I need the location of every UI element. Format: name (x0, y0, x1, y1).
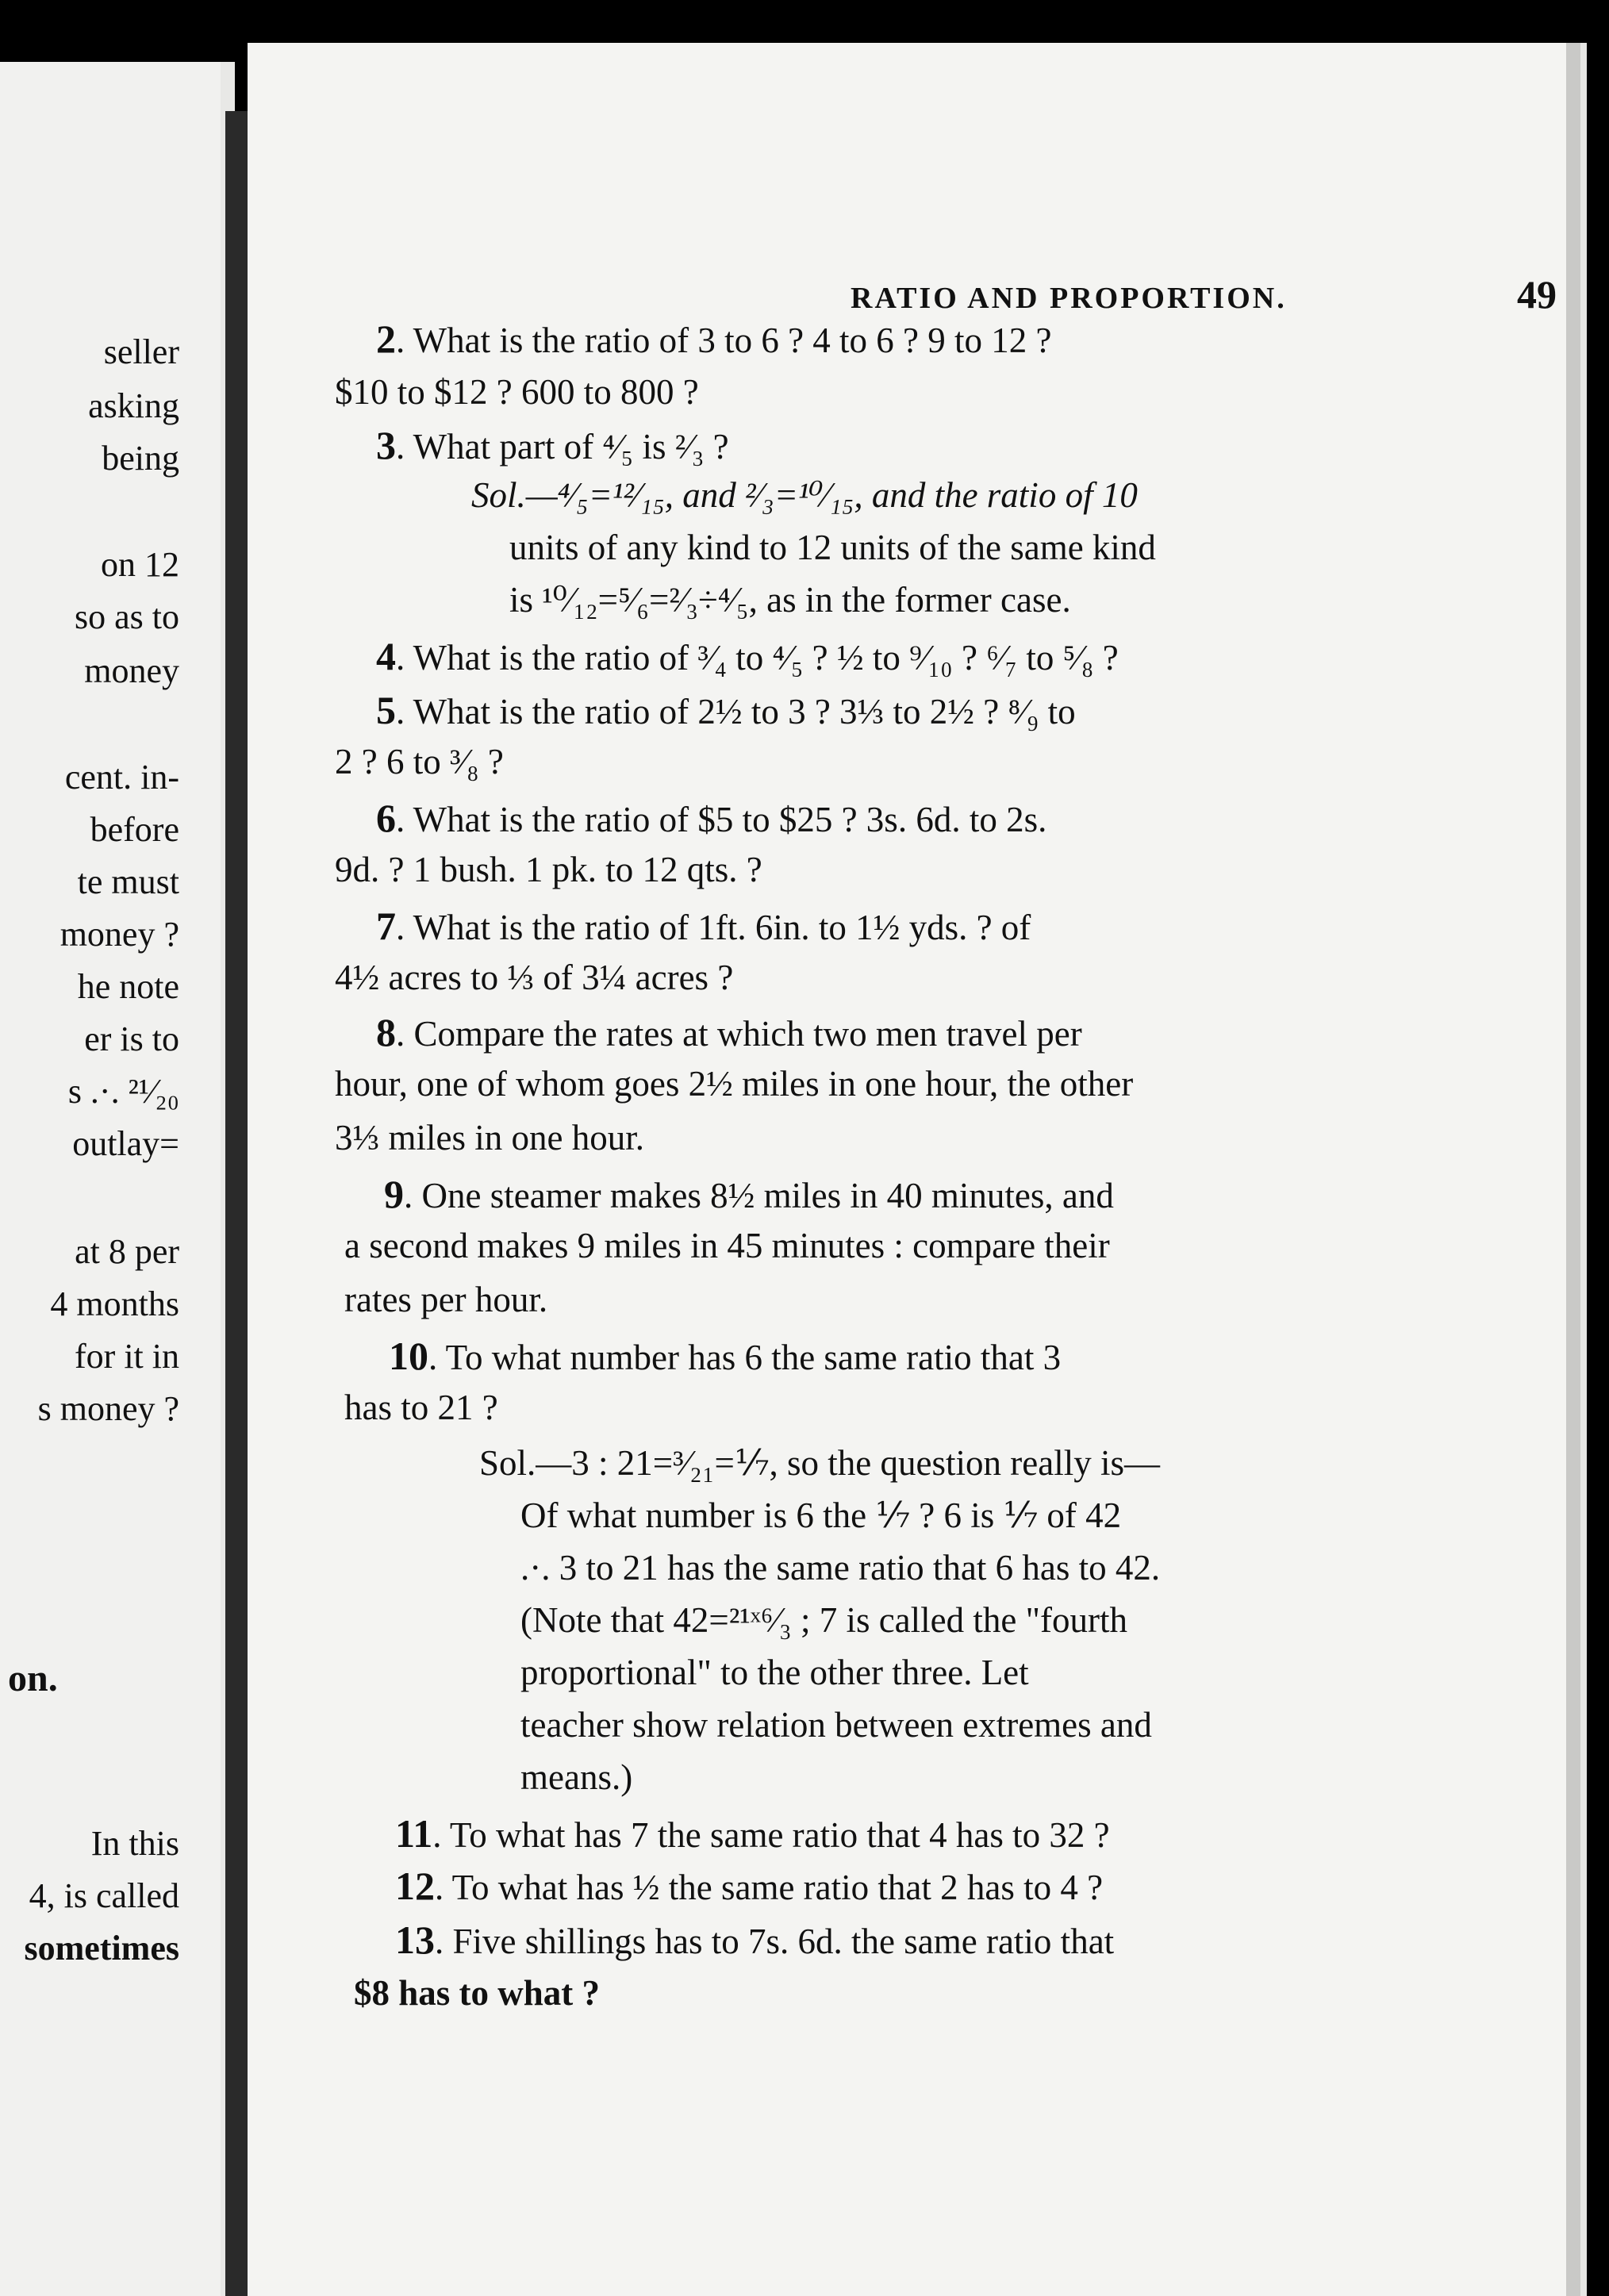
text-line: a second makes 9 miles in 45 minutes : compare their (344, 1226, 1110, 1265)
text-line: 2 ? 6 to ³⁄₈ ? (335, 742, 504, 781)
left-line: so as to (75, 597, 179, 636)
exercise-7: 7. What is the ratio of 1ft. 6in. to 1½ yds. ? of (376, 904, 1031, 948)
text-line: hour, one of whom goes 2½ miles in one hour, the other (335, 1064, 1134, 1104)
left-line: at 8 per (75, 1232, 179, 1271)
solution-line: Sol.—3 : 21=³⁄₂₁=⅐, so the question really is— (479, 1443, 1160, 1483)
left-line: cent. in- (64, 758, 179, 797)
text-line: has to 21 ? (344, 1388, 498, 1427)
page-edge-shadow (1566, 43, 1580, 2296)
left-line: asking (88, 386, 179, 425)
left-line: s money ? (37, 1389, 179, 1428)
exercise-4: 4. What is the ratio of ³⁄₄ to ⁴⁄₅ ? ½ to ⁹⁄₁₀ ? ⁶⁄₇ to ⁵⁄₈ ? (376, 634, 1119, 678)
exercise-5: 5. What is the ratio of 2½ to 3 ? 3⅓ to 2½ ? ⁸⁄₉ to (376, 688, 1076, 732)
solution-line: is ¹⁰⁄₁₂=⁵⁄₆=²⁄₃÷⁴⁄₅, as in the former case. (509, 580, 1071, 620)
left-line: he note (77, 967, 179, 1006)
left-line: 4 months (50, 1284, 179, 1323)
solution-line: proportional" to the other three. Let (520, 1653, 1029, 1692)
solution-line: .·. 3 to 21 has the same ratio that 6 has to 42. (520, 1548, 1161, 1588)
left-line: te must (77, 862, 179, 901)
exercise-12: 12. To what has ½ the same ratio that 2 has to 4 ? (395, 1864, 1104, 1908)
left-line: being (102, 439, 179, 478)
left-line: sometimes (24, 1929, 179, 1968)
page-edge (1580, 43, 1587, 2296)
left-line: money (84, 651, 179, 690)
book-page (248, 43, 1566, 2296)
solution-line: Sol.—⁴⁄₅=¹²⁄₁₅, and ²⁄₃=¹⁰⁄₁₅, and the ratio of 10 (471, 475, 1138, 515)
solution-line: teacher show relation between extremes and (520, 1705, 1152, 1745)
text-line: 3⅓ miles in one hour. (335, 1118, 644, 1158)
text-line: $10 to $12 ? 600 to 800 ? (335, 372, 699, 412)
left-line: s .·. ²¹⁄₂₀ (67, 1072, 179, 1111)
left-line: before (90, 810, 179, 849)
solution-line: means.) (520, 1757, 633, 1797)
text-line: 4½ acres to ⅓ of 3¼ acres ? (335, 958, 734, 997)
exercise-9: 9. One steamer makes 8½ miles in 40 minutes, and (384, 1172, 1114, 1216)
solution-line: (Note that 42=²¹ˣ⁶⁄₃ ; 7 is called the "fourth (520, 1600, 1127, 1640)
left-line: 4, is called (29, 1876, 179, 1915)
solution-line: units of any kind to 12 units of the same kind (509, 528, 1156, 567)
exercise-6: 6. What is the ratio of $5 to $25 ? 3s. 6d. to 2s. (376, 796, 1047, 840)
exercise-8: 8. Compare the rates at which two men travel per (376, 1010, 1082, 1054)
exercise-2: 2. What is the ratio of 3 to 6 ? 4 to 6 ? 9 to 12 ? (376, 317, 1052, 361)
exercise-3: 3. What part of ⁴⁄₅ is ²⁄₃ ? (376, 423, 729, 467)
left-heading-fragment: on. (8, 1657, 58, 1699)
left-line: on 12 (101, 545, 179, 584)
left-line: outlay= (72, 1124, 179, 1163)
text-line: $8 has to what ? (354, 1973, 601, 2013)
left-line: seller (103, 332, 179, 371)
left-line: In this (90, 1824, 179, 1863)
exercise-10: 10. To what number has 6 the same ratio that 3 (389, 1334, 1062, 1378)
solution-line: Of what number is 6 the ⅐ ? 6 is ⅐ of 42 (520, 1495, 1122, 1535)
running-head: RATIO AND PROPORTION. (851, 282, 1287, 315)
left-line: er is to (84, 1019, 179, 1058)
exercise-11: 11. To what has 7 the same ratio that 4 has to 32 ? (395, 1811, 1110, 1856)
left-facing-page (0, 62, 221, 2296)
exercise-13: 13. Five shillings has to 7s. 6d. the same ratio that (395, 1918, 1115, 1962)
left-line: for it in (75, 1337, 179, 1376)
book-spine-shadow (225, 111, 248, 2296)
text-line: rates per hour. (344, 1280, 548, 1319)
page-number: 49 (1517, 272, 1557, 317)
text-line: 9d. ? 1 bush. 1 pk. to 12 qts. ? (335, 850, 762, 889)
left-line: money ? (60, 915, 179, 954)
